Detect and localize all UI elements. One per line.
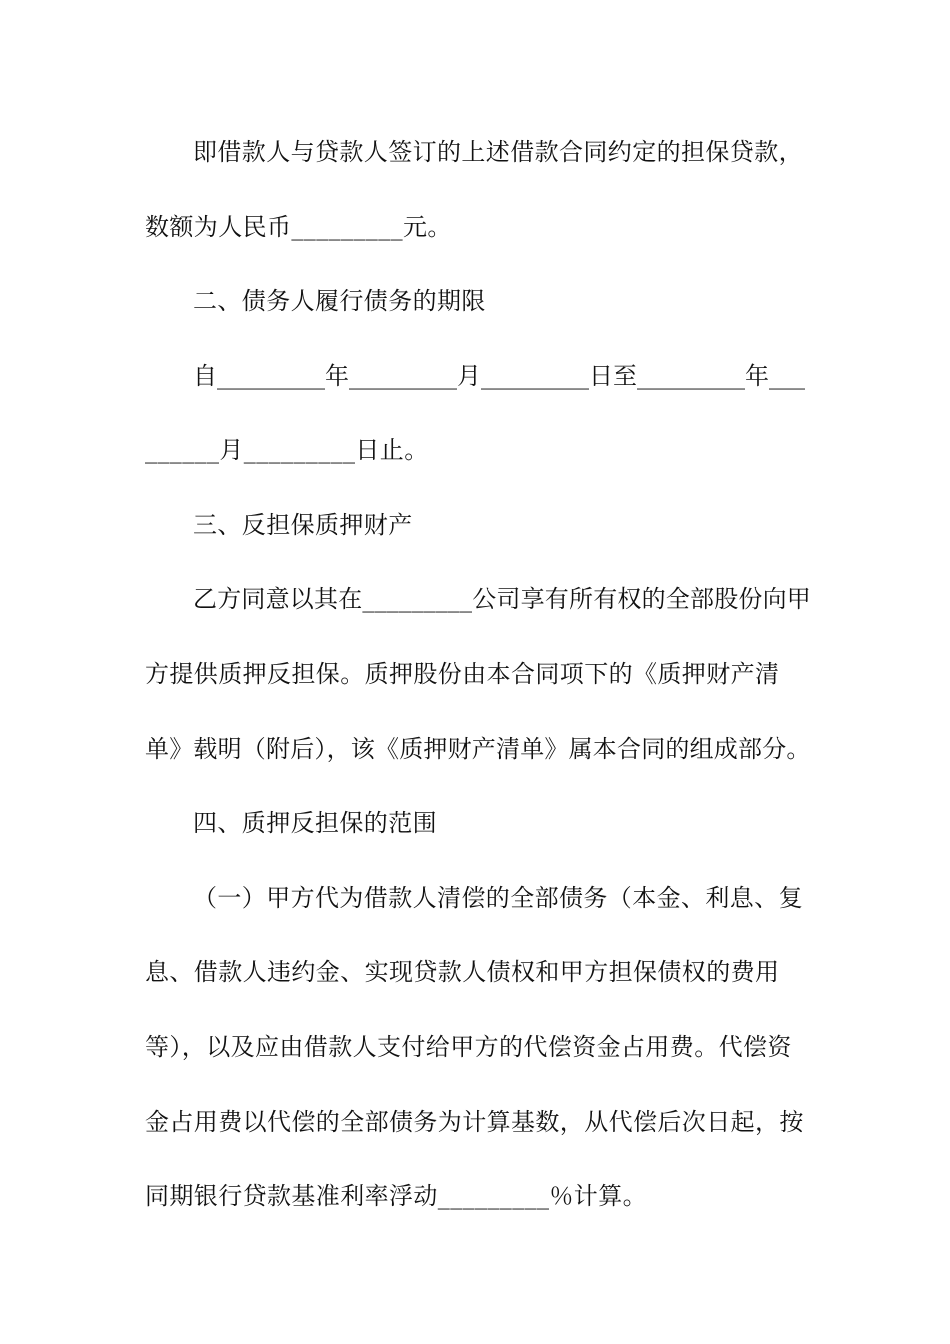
paragraph-line: 方提供质押反担保。质押股份由本合同项下的《质押财产清 — [145, 660, 780, 688]
paragraph-line: 金占用费以代偿的全部债务为计算基数，从代偿后次日起，按 — [145, 1108, 804, 1136]
paragraph-line: 数额为人民币_________元。 — [145, 213, 452, 241]
section-heading: 二、债务人履行债务的期限 — [193, 287, 486, 315]
paragraph-line: 单》载明（附后），该《质押财产清单》属本合同的组成部分。 — [145, 735, 811, 763]
paragraph-line: ______月_________日止。 — [145, 436, 429, 464]
paragraph-line: 乙方同意以其在_________公司享有所有权的全部股份向甲 — [193, 585, 811, 613]
section-heading: 四、质押反担保的范围 — [193, 809, 437, 837]
paragraph-line: 即借款人与贷款人签订的上述借款合同约定的担保贷款， — [193, 138, 803, 166]
paragraph-line: 同期银行贷款基准利率浮动_________％计算。 — [145, 1182, 647, 1210]
paragraph-line: 等），以及应由借款人支付给甲方的代偿资金占用费。代偿资 — [145, 1033, 792, 1061]
paragraph-line: （一）甲方代为借款人清偿的全部债务（本金、利息、复 — [193, 884, 803, 912]
section-heading: 三、反担保质押财产 — [193, 511, 413, 539]
paragraph-line: 自_________年_________月_________日至_________年___ — [193, 362, 805, 390]
paragraph-line: 息、借款人违约金、实现贷款人债权和甲方担保债权的费用 — [145, 958, 780, 986]
